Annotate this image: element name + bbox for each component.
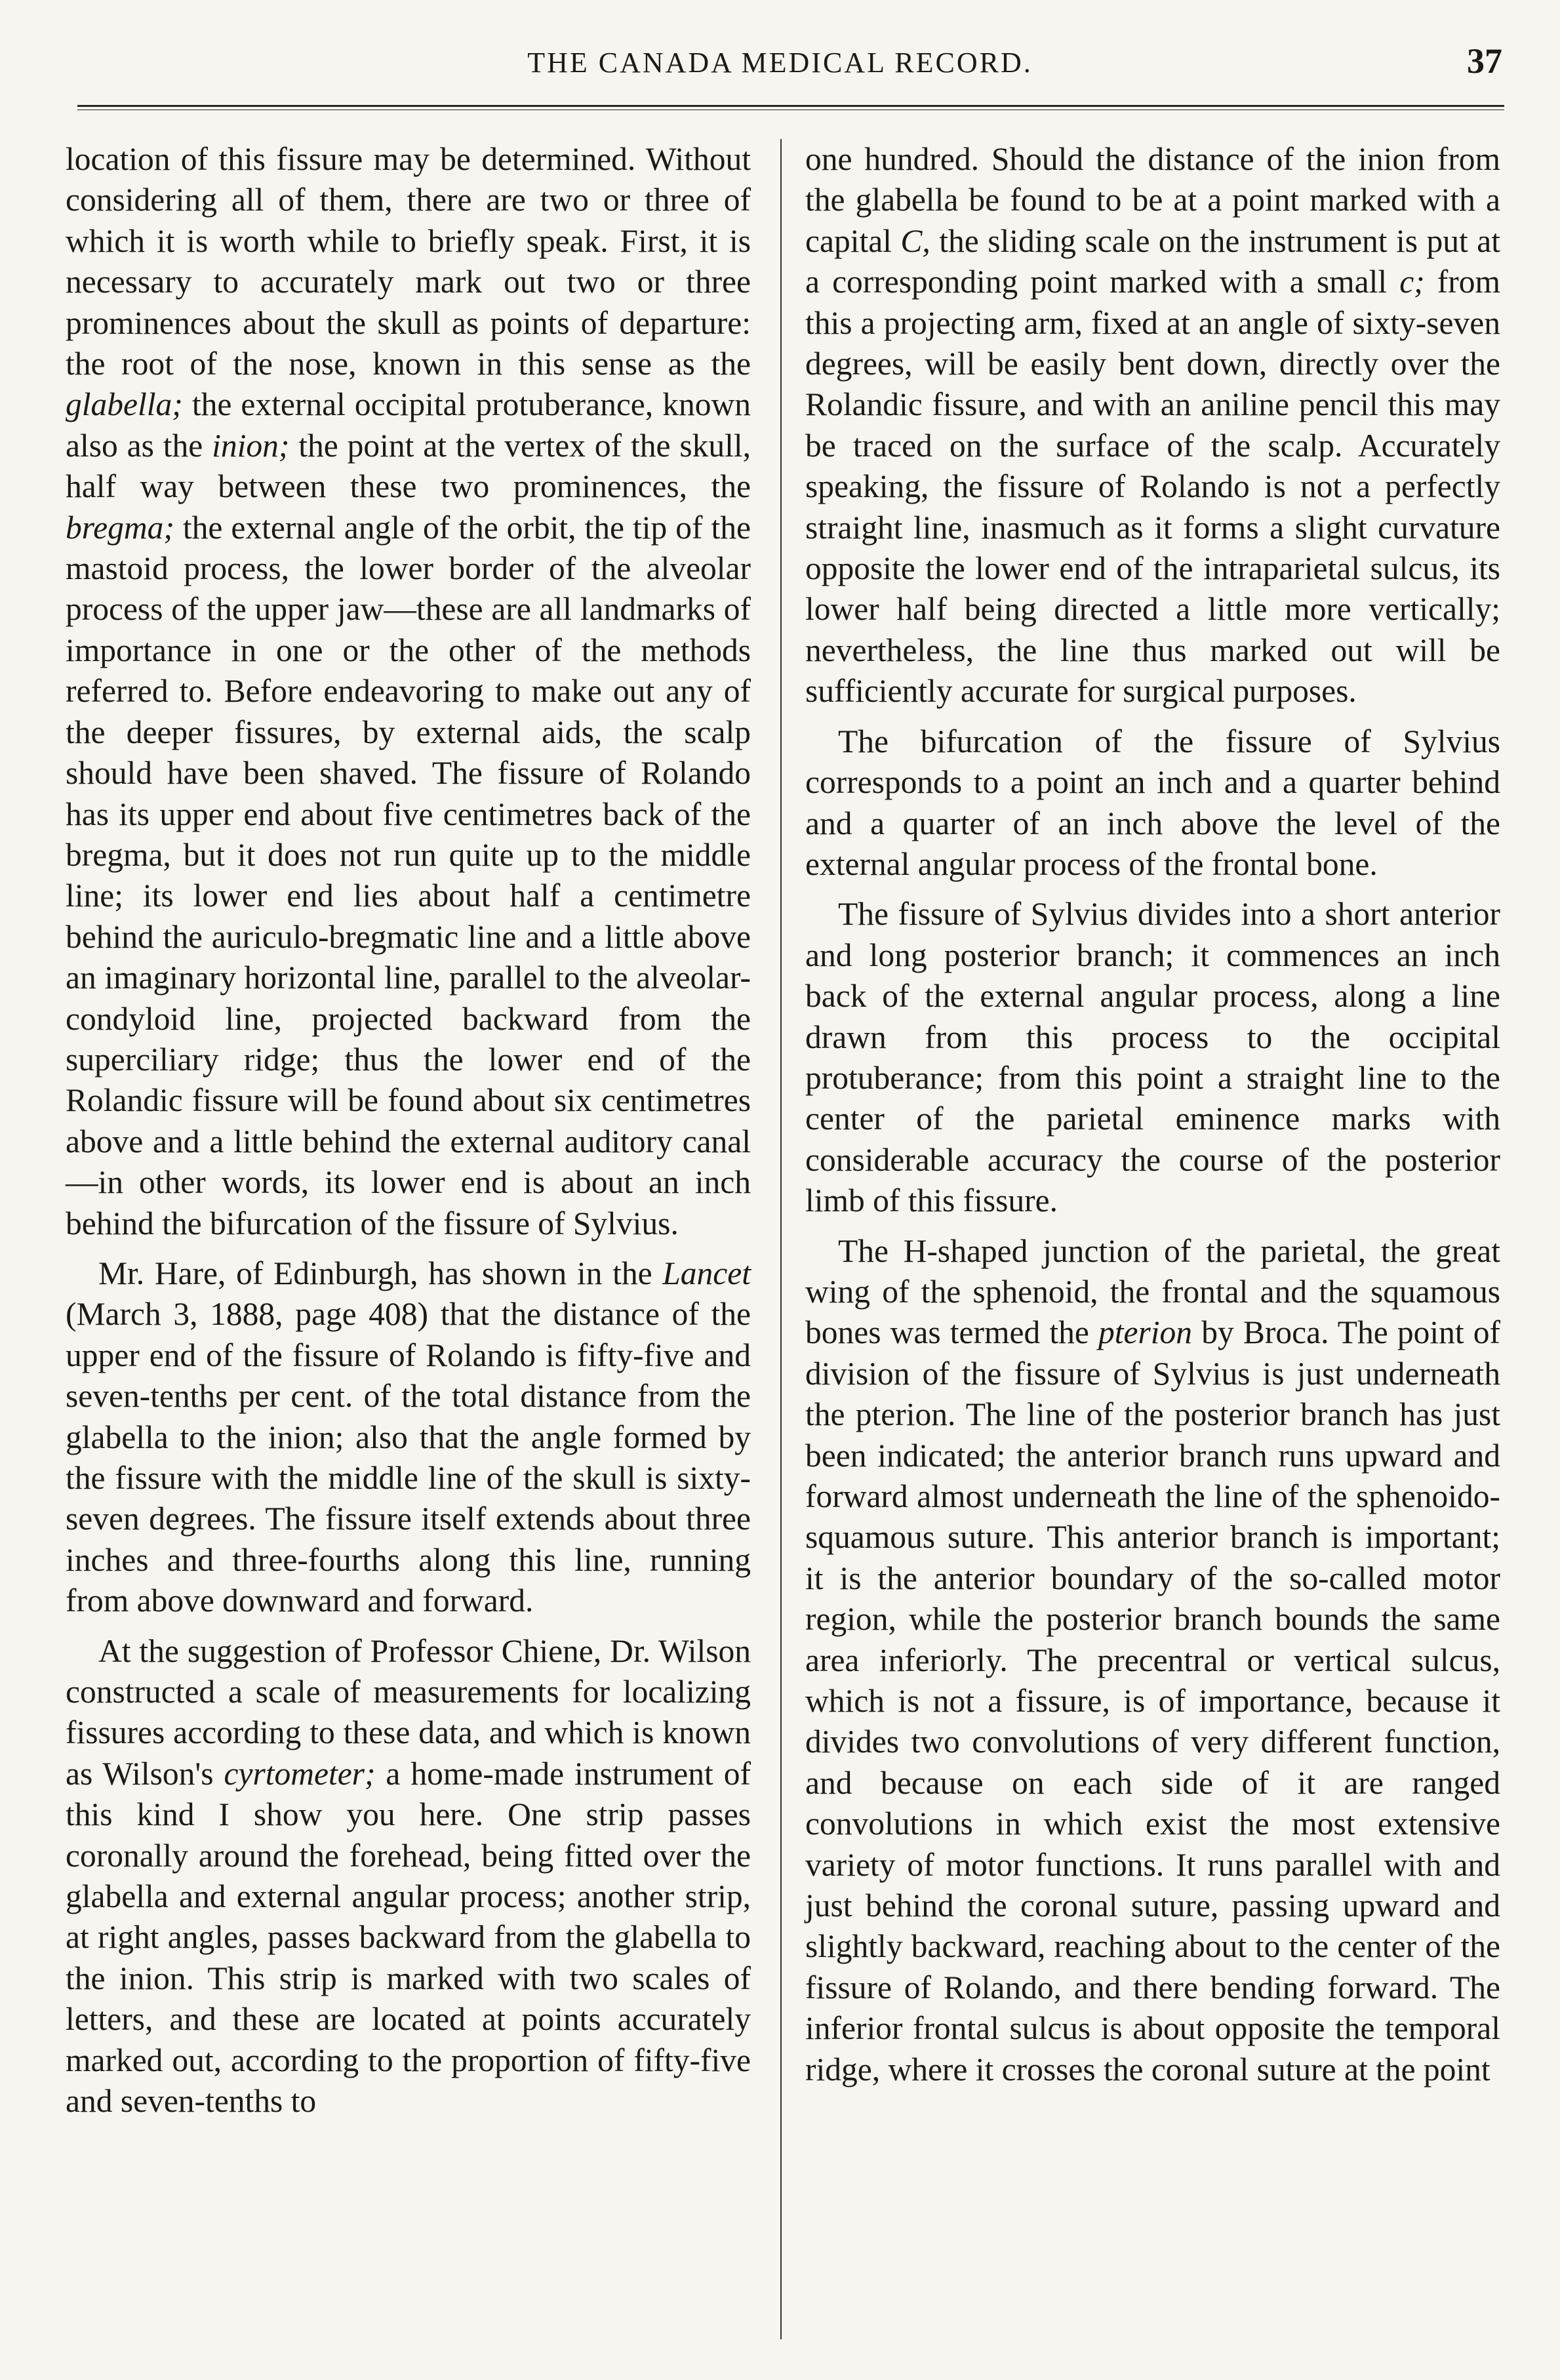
left-paragraph-1: location of this fissure may be determined. Without considering all of them, there are two or three of which it is worth while to briefly speak. First, it is necessary to accurately mark out two or three prominences about the skull as points of departure: the root of the nose, known in this sense as the glabella; the external occipital protuberance, known also as the inion; the point at the vertex of the skull, half way between these two prominences, the bregma; the external angle of the orbit, the tip of the mastoid process, the lower border of the alveolar process of the upper jaw—these are all landmarks of importance in one or the other of the methods referred to. Before endeavoring to make out any of the deeper fissures, by external aids, the scalp should have been shaved. The fissure of Rolando has its upper end about five centimetres back of the bregma, but it does not run quite up to the middle line; its lower end lies about half a centimetre behind the auriculo-bregmatic line and a little above an imaginary horizontal line, parallel to the alveolar-condyloid line, projected backward from the superciliary ridge; thus the lower end of the Rolandic fissure will be found about six centimetres above and a little behind the external auditory canal—in other words, its lower end is about an inch behind the bifurcation of the fissure of Sylvius.: [66, 141, 751, 1241]
right-paragraph-1: one hundred. Should the distance of the inion from the glabella be found to be at a point marked with a capital C, the sliding scale on the instrument is put at a corresponding point marked with a small c; from this a projecting arm, fixed at an angle of sixty-seven degrees, will be easily bent down, directly over the Rolandic fissure, and with an aniline pencil this may be traced on the surface of the scalp. Accurately speaking, the fissure of Rolando is not a perfectly straight line, inasmuch as it forms a slight curvature opposite the lower end of the intraparietal sulcus, its lower half being directed a little more vertically; nevertheless, the line thus marked out will be sufficiently accurate for surgical purposes.: [805, 141, 1500, 710]
right-paragraph-3: The fissure of Sylvius divides into a short anterior and long posterior branch; it commences an inch back of the external angular process, along a line drawn from this process to the occipital protuberance; from this point a straight line to the center of the parietal eminence marks with considerable accuracy the course of the posterior limb of this fissure.: [805, 896, 1500, 1219]
right-column: [805, 139, 1500, 2090]
column-divider: [780, 139, 782, 2339]
right-paragraph-4: The H-shaped junction of the parietal, the great wing of the sphenoid, the frontal and the squamous bones was termed the pterion by Broca. The point of division of the fissure of Sylvius is just underneath the pterion. The line of the posterior branch has just been indicated; the anterior branch runs upward and forward almost underneath the line of the sphenoido-squamous suture. This anterior branch is important; it is the anterior boundary of the so-called motor region, while the posterior branch bounds the same area inferiorly. The precentral or vertical sulcus, which is not a fissure, is of importance, because it divides two convolutions of very different function, and because on each side of it are ranged convolutions in which exist the most extensive variety of motor functions. It runs parallel with and just behind the coronal suture, passing upward and slightly backward, reaching about to the center of the fissure of Rolando, and there bending forward. The inferior frontal sulcus is about opposite the temporal ridge, where it crosses the coronal suture at the point: [805, 1232, 1500, 2088]
right-paragraph-2: The bifurcation of the fissure of Sylvius corresponds to a point an inch and a quarter behind and a quarter of an inch above the level of the external angular process of the frontal bone.: [805, 723, 1500, 882]
page-header: [52, 41, 1508, 93]
left-paragraph-2: Mr. Hare, of Edinburgh, has shown in the Lancet (March 3, 1888, page 408) that the distance of the upper end of the fissure of Rolando is fifty-five and seven-tenths per cent. of the total distance from the glabella to the inion; also that the angle formed by the fissure with the middle line of the skull is sixty-seven degrees. The fissure itself extends about three inches and three-fourths along this line, running from above downward and forward.: [66, 1255, 751, 1619]
left-paragraph-3: At the suggestion of Professor Chiene, Dr. Wilson constructed a scale of measurements for localizing fissures according to these data, and which is known as Wilson's cyrtometer; a home-made instrument of this kind I show you here. One strip passes coronally around the forehead, being fitted over the glabella and external angular process; another strip, at right angles, passes backward from the glabella to the inion. This strip is marked with two scales of letters, and these are located at points accurately marked out, according to the proportion of fifty-five and seven-tenths to: [66, 1632, 751, 2120]
running-title: THE CANADA MEDICAL RECORD.: [527, 47, 1033, 79]
header-rule: [77, 105, 1504, 110]
page-number: 37: [1467, 41, 1502, 81]
left-column: [66, 139, 751, 2122]
